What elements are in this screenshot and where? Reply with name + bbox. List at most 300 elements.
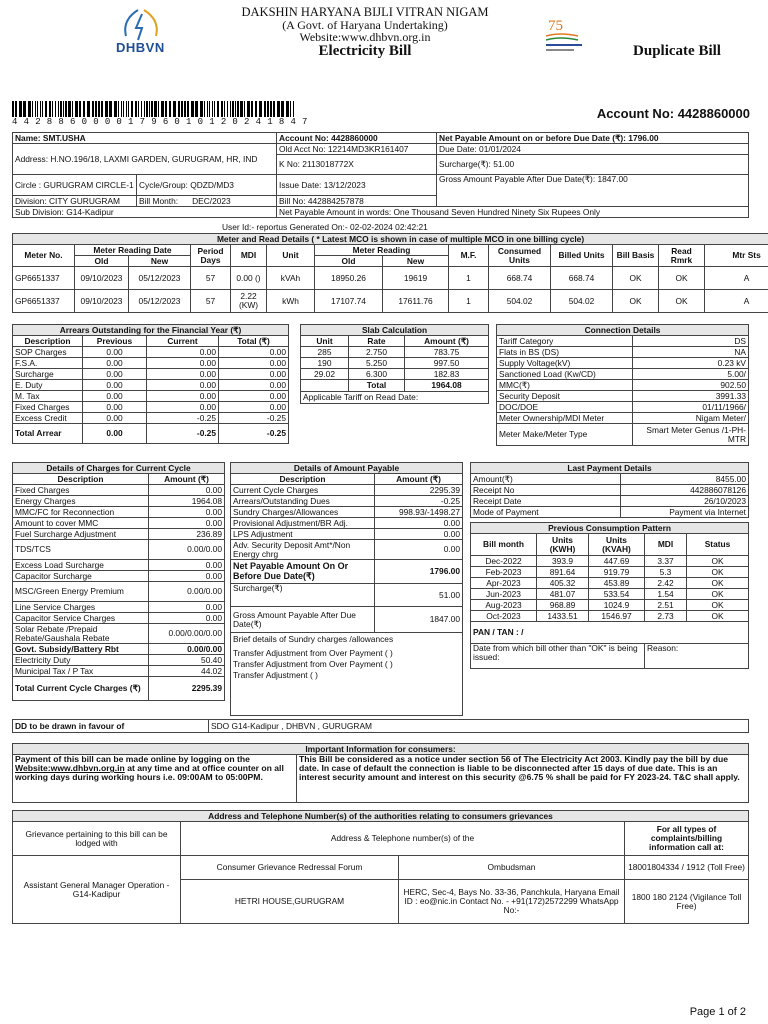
consumption-row <box>471 600 749 611</box>
consumer-address: Address: H.NO.196/18, LAXMI GARDEN, GURUGRAM, HR, IND <box>13 144 277 175</box>
due-date: Due Date: 01/01/2024 <box>437 144 749 155</box>
slab-amount: 997.50 <box>405 358 489 369</box>
org-website: Website:www.dhbvn.org.in <box>299 30 431 44</box>
bill-month <box>137 196 277 207</box>
last-payment-row <box>471 485 749 496</box>
payable-desc: Gross Amount Payable After Due Date(₹) <box>231 607 375 633</box>
consumption-title: Previous Consumption Pattern <box>471 523 749 534</box>
charge-desc: Energy Charges <box>13 496 149 507</box>
account-number-heading: Account No: 4428860000 <box>596 106 750 121</box>
notice-text: This Bill be considered as a notice under section 56 of The Electricity Act 2003. Kindly pay the bill by due date. In case of default the connection is liable to be disconnected after 15 days of due date. This is an interest security amount and interest on this security @6.75 % shall be paid for FY 2023-24. T&C shall apply. <box>297 755 749 803</box>
payable-amount: 51.00 <box>375 584 463 607</box>
total-arrear-label: Total Arrear <box>13 424 83 444</box>
cons-mdi: 2.51 <box>645 600 687 611</box>
grievance-title: Address and Telephone Number(s) of the authorities relating to consumers grievances <box>13 811 749 822</box>
charge-amount: 1964.08 <box>149 496 225 507</box>
unit: kVAh <box>267 267 315 290</box>
last-payment-title: Last Payment Details <box>471 463 749 474</box>
charge-row <box>13 602 225 613</box>
consumed-units: 504.02 <box>489 290 551 313</box>
dd-favour-table <box>12 719 749 733</box>
payable-amount: 0.00 <box>375 540 463 560</box>
connection-row <box>497 336 749 347</box>
cons-month: Oct-2023 <box>471 611 537 622</box>
toll-free-2: 1800 180 2124 (Vigilance Toll Free) <box>625 880 749 924</box>
col-rmrk: Read Rmrk <box>659 245 705 267</box>
slab-row <box>301 347 489 358</box>
payable-desc: Adv. Security Deposit Amt*/Non Energy chrg <box>231 540 375 560</box>
charge-amount: 0.00 <box>149 571 225 582</box>
last-payment-row <box>471 474 749 485</box>
billed-units: 668.74 <box>551 267 613 290</box>
cons-month: Jun-2023 <box>471 589 537 600</box>
new-reading: 19619 <box>383 267 449 290</box>
arrears-title: Arrears Outstanding for the Financial Year (₹) <box>13 325 289 336</box>
total-arrear-prev: 0.00 <box>83 424 147 444</box>
charge-desc: Capacitor Service Charges <box>13 613 149 624</box>
col-units-kwh: Units (KWH) <box>537 534 589 556</box>
col-meter-no: Meter No. <box>13 245 75 267</box>
charge-desc: Electricity Duty <box>13 655 149 666</box>
col-reading: Meter Reading <box>315 245 449 256</box>
consumption-row <box>471 556 749 567</box>
slab-amount: 182.83 <box>405 369 489 380</box>
connection-key: Flats in BS (DS) <box>497 347 633 358</box>
charge-desc: Excess Load Surcharge <box>13 560 149 571</box>
cons-status: OK <box>687 589 749 600</box>
cons-kvah: 919.79 <box>589 567 645 578</box>
payable-row <box>231 485 463 496</box>
read-rmrk: OK <box>659 290 705 313</box>
mf: 1 <box>449 290 489 313</box>
grievance-table <box>12 810 749 924</box>
toll-free-1: 18001804334 / 1912 (Toll Free) <box>625 856 749 880</box>
connection-row <box>497 347 749 358</box>
cons-kvah: 447.69 <box>589 556 645 567</box>
charge-row <box>13 571 225 582</box>
charges-title: Details of Charges for Current Cycle <box>13 463 225 474</box>
payable-row <box>231 607 463 633</box>
arrears-curr: 0.00 <box>147 347 219 358</box>
consumer-info-table <box>12 132 749 218</box>
important-title: Important Information for consumers: <box>13 744 749 755</box>
arrears-curr: 0.00 <box>147 369 219 380</box>
cons-kvah: 1024.9 <box>589 600 645 611</box>
charge-amount: 0.00 <box>149 507 225 518</box>
cons-status: OK <box>687 611 749 622</box>
bill-title: Electricity Bill <box>318 43 412 59</box>
connection-key: Tariff Category <box>497 336 633 347</box>
payable-amount: 0.00 <box>375 529 463 540</box>
cons-status: OK <box>687 567 749 578</box>
meter-table-title: Meter and Read Details ( * Latest MCO is shown in case of multiple MCO in one billing cycle) <box>13 234 768 245</box>
last-payment-key: Receipt Date <box>471 496 621 507</box>
connection-key: Supply Voltage(kV) <box>497 358 633 369</box>
connection-key: Sanctioned Load (Kw/CD) <box>497 369 633 380</box>
payable-amount: -0.25 <box>375 496 463 507</box>
arrears-desc: SOP Charges <box>13 347 83 358</box>
non-ok-date-label: Date from which bill other than "OK" is being issued: <box>471 644 645 669</box>
slab-rate: 5.250 <box>349 358 405 369</box>
arrears-total-row <box>13 424 289 444</box>
last-payment-key: Receipt No <box>471 485 621 496</box>
payable-amount: 0.00 <box>375 518 463 529</box>
charge-desc: Line Service Charges <box>13 602 149 613</box>
charge-row <box>13 529 225 540</box>
col-payable-desc: Description <box>231 474 375 485</box>
charge-desc: Municipal Tax / P Tax <box>13 666 149 677</box>
meter-read-table <box>12 233 768 313</box>
connection-value: 3991.33 <box>633 391 749 402</box>
cons-kwh: 1433.51 <box>537 611 589 622</box>
last-payment-value: 26/10/2023 <box>621 496 749 507</box>
charge-amount: 0.00 <box>149 560 225 571</box>
online-note-1: Payment of this bill can be made online by logging on the <box>15 754 250 764</box>
connection-value: NA <box>633 347 749 358</box>
gross-after-due: Gross Amount Payable After Due Date(₹): 1847.00 <box>437 175 749 207</box>
charge-amount: 236.89 <box>149 529 225 540</box>
connection-row <box>497 402 749 413</box>
charge-row <box>13 540 225 560</box>
connection-value: DS <box>633 336 749 347</box>
col-cons-mdi: MDI <box>645 534 687 556</box>
arrears-table <box>12 324 289 444</box>
payable-desc: Sundry Charges/Allowances <box>231 507 375 518</box>
col-current: Current <box>147 336 219 347</box>
connection-details-table <box>496 324 749 446</box>
last-payment-key: Amount(₹) <box>471 474 621 485</box>
last-payment-value: 442886078126 <box>621 485 749 496</box>
barcode <box>12 101 297 117</box>
payable-row <box>231 560 463 584</box>
last-payment-value: 8455.00 <box>621 474 749 485</box>
charge-row <box>13 485 225 496</box>
cons-status: OK <box>687 578 749 589</box>
sundry-title: Brief details of Sundry charges /allowances <box>233 634 394 644</box>
arrears-prev: 0.00 <box>83 358 147 369</box>
col-mf: M.F. <box>449 245 489 267</box>
charge-desc: Fixed Charges <box>13 485 149 496</box>
charge-row <box>13 666 225 677</box>
payable-row <box>231 529 463 540</box>
arrears-prev: 0.00 <box>83 402 147 413</box>
cons-month: Apr-2023 <box>471 578 537 589</box>
sundry-details <box>231 633 463 716</box>
old-date: 09/10/2023 <box>75 290 129 313</box>
slab-total-label: Total <box>349 380 405 392</box>
azadi-badge <box>540 14 590 56</box>
arrears-prev: 0.00 <box>83 369 147 380</box>
consumption-row <box>471 567 749 578</box>
connection-value: Nigam Meter/ <box>633 413 749 424</box>
connection-row <box>497 391 749 402</box>
connection-key: Security Deposit <box>497 391 633 402</box>
cons-mdi: 3.37 <box>645 556 687 567</box>
mtr-sts: A <box>705 290 768 313</box>
current-charges-table <box>12 462 225 701</box>
mdi: 0.00 () <box>231 267 267 290</box>
charge-desc: Amount to cover MMC <box>13 518 149 529</box>
arrears-total: 0.00 <box>219 402 289 413</box>
ombudsman-label: Ombudsman <box>399 856 625 880</box>
connection-value: 902.50 <box>633 380 749 391</box>
connection-row <box>497 358 749 369</box>
arrears-prev: 0.00 <box>83 347 147 358</box>
arrears-total: 0.00 <box>219 358 289 369</box>
arrears-curr: 0.00 <box>147 358 219 369</box>
arrears-total: 0.00 <box>219 380 289 391</box>
connection-row <box>497 369 749 380</box>
total-arrear-curr: -0.25 <box>147 424 219 444</box>
charge-desc: MMC/FC for Reconnection <box>13 507 149 518</box>
mtr-sts: A <box>705 267 768 290</box>
payable-row <box>231 584 463 607</box>
arrears-desc: Fixed Charges <box>13 402 83 413</box>
org-subtitle: (A Govt. of Haryana Undertaking) <box>282 18 448 32</box>
charge-desc: TDS/TCS <box>13 540 149 560</box>
dd-value: SDO G14-Kadipur , DHBVN , GURUGRAM <box>209 720 749 733</box>
bill-no: Bill No: 442884257878 <box>277 196 437 207</box>
last-payment-key: Mode of Payment <box>471 507 621 518</box>
meter-row <box>13 267 768 290</box>
slab-rate: 2.750 <box>349 347 405 358</box>
connection-row <box>497 424 749 446</box>
col-payable-amount: Amount (₹) <box>375 474 463 485</box>
connection-value: Smart Meter Genus /1-PH-MTR <box>633 424 749 446</box>
charge-amount: 0.00 <box>149 518 225 529</box>
old-reading: 17107.74 <box>315 290 383 313</box>
charge-desc: Capacitor Surcharge <box>13 571 149 582</box>
charge-amount: 0.00/0.00/0.00 <box>149 624 225 644</box>
col-previous: Previous <box>83 336 147 347</box>
meter-row <box>13 290 768 313</box>
charge-desc: Govt. Subsidy/Battery Rbt <box>13 644 149 655</box>
col-slab-amount: Amount (₹) <box>405 336 489 347</box>
col-description: Description <box>13 336 83 347</box>
grievance-col2-header: Address & Telephone number(s) of the <box>181 822 625 856</box>
old-acct-no: Old Acct No: 12214MD3KR161407 <box>277 144 437 155</box>
cons-month: Feb-2023 <box>471 567 537 578</box>
col-read-date: Meter Reading Date <box>75 245 191 256</box>
total-arrear-total: -0.25 <box>219 424 289 444</box>
payable-row <box>231 540 463 560</box>
net-payable-due: Net Payable Amount on or before Due Date (₹): 1796.00 <box>437 133 749 144</box>
charge-row <box>13 655 225 666</box>
online-payment-note <box>13 755 297 803</box>
payable-desc: Net Payable Amount On Or Before Due Date(₹) <box>231 560 375 584</box>
mf: 1 <box>449 267 489 290</box>
charge-row <box>13 496 225 507</box>
forum-address: HETRI HOUSE,GURUGRAM <box>181 880 399 924</box>
sub-division: Sub Division: G14-Kadipur <box>13 207 277 218</box>
old-reading: 18950.26 <box>315 267 383 290</box>
arrears-total: -0.25 <box>219 413 289 424</box>
charge-amount: 0.00 <box>149 613 225 624</box>
charge-row <box>13 560 225 571</box>
col-period: Period Days <box>191 245 231 267</box>
arrears-row <box>13 402 289 413</box>
col-new-reading: New <box>383 256 449 267</box>
new-date: 05/12/2023 <box>129 267 191 290</box>
mdi: 2.22 (KW) <box>231 290 267 313</box>
connection-value: 0.23 kV <box>633 358 749 369</box>
charge-row <box>13 582 225 602</box>
consumption-row <box>471 589 749 600</box>
last-payment-table <box>470 462 749 518</box>
col-basis: Bill Basis <box>613 245 659 267</box>
col-charge-desc: Description <box>13 474 149 485</box>
important-info-table <box>12 743 749 803</box>
arrears-row <box>13 413 289 424</box>
col-consumed: Consumed Units <box>489 245 551 267</box>
cons-mdi: 1.54 <box>645 589 687 600</box>
payable-desc: Arrears/Outstanding Dues <box>231 496 375 507</box>
payable-amount: 998.93/-1498.27 <box>375 507 463 518</box>
charge-amount: 50.40 <box>149 655 225 666</box>
connection-key: DOC/DOE <box>497 402 633 413</box>
unit: kWh <box>267 290 315 313</box>
connection-key: Meter Ownership/MDI Meter <box>497 413 633 424</box>
agm-operation: Assistant General Manager Operation - G14-Kadipur <box>13 856 181 924</box>
slab-table <box>300 324 489 404</box>
page-number: Page 1 of 2 <box>689 1006 746 1018</box>
arrears-row <box>13 369 289 380</box>
arrears-curr: 0.00 <box>147 391 219 402</box>
org-name: DAKSHIN HARYANA BIJLI VITRAN NIGAM <box>241 5 489 19</box>
consumption-row <box>471 611 749 622</box>
reason-label: Reason: <box>645 644 749 669</box>
dd-label: DD to be drawn in favour of <box>13 720 209 733</box>
cons-kwh: 968.89 <box>537 600 589 611</box>
charge-amount: 0.00/0.00 <box>149 540 225 560</box>
arrears-prev: 0.00 <box>83 380 147 391</box>
cons-kwh: 891.64 <box>537 567 589 578</box>
charge-row <box>13 644 225 655</box>
slab-rate: 6.300 <box>349 369 405 380</box>
duplicate-bill-label: Duplicate Bill <box>633 43 721 59</box>
charge-amount: 44.02 <box>149 666 225 677</box>
meter-no: GP6651337 <box>13 267 75 290</box>
payable-row <box>231 518 463 529</box>
connection-title: Connection Details <box>497 325 749 336</box>
circle: Circle : GURUGRAM CIRCLE-1 <box>13 175 137 196</box>
website-link[interactable]: Website:www.dhbvn.org.in <box>15 763 125 774</box>
slab-row <box>301 369 489 380</box>
total-current-charges-label: Total Current Cycle Charges (₹) <box>13 677 149 701</box>
payable-amount: 1796.00 <box>375 560 463 584</box>
old-date: 09/10/2023 <box>75 267 129 290</box>
col-unit: Unit <box>267 245 315 267</box>
charge-amount: 0.00/0.00 <box>149 582 225 602</box>
cons-kwh: 481.07 <box>537 589 589 600</box>
connection-row <box>497 380 749 391</box>
col-charge-amount: Amount (₹) <box>149 474 225 485</box>
barcode-digits: 4 4 2 8 8 6 0 0 0 0 1 7 9 6 0 1 0 1 2 0 2 4 1 8 4 7 <box>12 117 308 127</box>
slab-row <box>301 358 489 369</box>
charge-amount: 0.00/0.00 <box>149 644 225 655</box>
slab-unit: 29.02 <box>301 369 349 380</box>
forum-label: Consumer Grievance Redressal Forum <box>181 856 399 880</box>
col-units-kvah: Units (KVAH) <box>589 534 645 556</box>
payable-amount: 1847.00 <box>375 607 463 633</box>
cons-mdi: 2.42 <box>645 578 687 589</box>
cons-mdi: 5.3 <box>645 567 687 578</box>
connection-key: MMC(₹) <box>497 380 633 391</box>
grievance-col3-header: For all types of complaints/billing information call at: <box>625 822 749 856</box>
period-days: 57 <box>191 290 231 313</box>
amount-in-words: Net Payable Amount in words: One Thousand Seven Hundred Ninety Six Rupees Only <box>277 207 749 218</box>
division: Division: CITY GURUGRAM <box>13 196 137 207</box>
charge-row <box>13 507 225 518</box>
arrears-desc: E. Duty <box>13 380 83 391</box>
slab-unit: 285 <box>301 347 349 358</box>
cons-mdi: 2.73 <box>645 611 687 622</box>
slab-total-row <box>301 380 489 392</box>
issue-date: Issue Date: 13/12/2023 <box>277 175 437 196</box>
charge-row <box>13 518 225 529</box>
cons-kvah: 1546.97 <box>589 611 645 622</box>
col-bill-month: Bill month <box>471 534 537 556</box>
consumption-row <box>471 578 749 589</box>
arrears-row <box>13 380 289 391</box>
logo-text: DHBVN <box>116 40 165 55</box>
col-slab-unit: Unit <box>301 336 349 347</box>
pan-tan: PAN / TAN : / <box>471 622 749 644</box>
charge-row <box>13 613 225 624</box>
arrears-prev: 0.00 <box>83 413 147 424</box>
arrears-row <box>13 391 289 402</box>
col-mdi: MDI <box>231 245 267 267</box>
new-date: 05/12/2023 <box>129 290 191 313</box>
charge-amount: 0.00 <box>149 602 225 613</box>
bill-month-label: Bill Month: <box>139 195 179 206</box>
online-note-2: at any time and at office counter on all working days during working hours i.e. 09:00AM to 05:00PM. <box>15 763 284 783</box>
amount-payable-table <box>230 462 463 716</box>
payable-row <box>231 496 463 507</box>
consumption-pattern-table <box>470 522 749 669</box>
col-new-date: New <box>129 256 191 267</box>
grievance-col1-header: Grievance pertaining to this bill can be lodged with <box>13 822 181 856</box>
ombudsman-address: HERC, Sec-4, Bays No. 33-36, Panchkula, Haryana Email ID : eo@nic.in Contact No. - +91(172)2572299 WhatsApp No:- <box>399 880 625 924</box>
col-billed: Billed Units <box>551 245 613 267</box>
col-total: Total (₹) <box>219 336 289 347</box>
cons-kwh: 405.32 <box>537 578 589 589</box>
arrears-curr: 0.00 <box>147 380 219 391</box>
arrears-total: 0.00 <box>219 391 289 402</box>
slab-amount: 783.75 <box>405 347 489 358</box>
arrears-desc: F.S.A. <box>13 358 83 369</box>
connection-row <box>497 413 749 424</box>
arrears-desc: Surcharge <box>13 369 83 380</box>
user-generated-line: User Id:- reportus Generated On:- 02-02-2024 02:42:21 <box>222 222 428 232</box>
bill-basis: OK <box>613 267 659 290</box>
last-payment-value: Payment via Internet <box>621 507 749 518</box>
arrears-total: 0.00 <box>219 369 289 380</box>
payable-row <box>231 507 463 518</box>
cons-status: OK <box>687 556 749 567</box>
cons-month: Dec-2022 <box>471 556 537 567</box>
charge-desc: MSC/Green Energy Premium <box>13 582 149 602</box>
total-current-charges: 2295.39 <box>149 677 225 701</box>
cons-status: OK <box>687 600 749 611</box>
consumer-account: Account No: 4428860000 <box>277 133 437 144</box>
arrears-curr: 0.00 <box>147 402 219 413</box>
col-cons-status: Status <box>687 534 749 556</box>
cons-kwh: 393.9 <box>537 556 589 567</box>
col-slab-rate: Rate <box>349 336 405 347</box>
payable-desc: Provisional Adjustment/BR Adj. <box>231 518 375 529</box>
arrears-desc: Excess Credit <box>13 413 83 424</box>
